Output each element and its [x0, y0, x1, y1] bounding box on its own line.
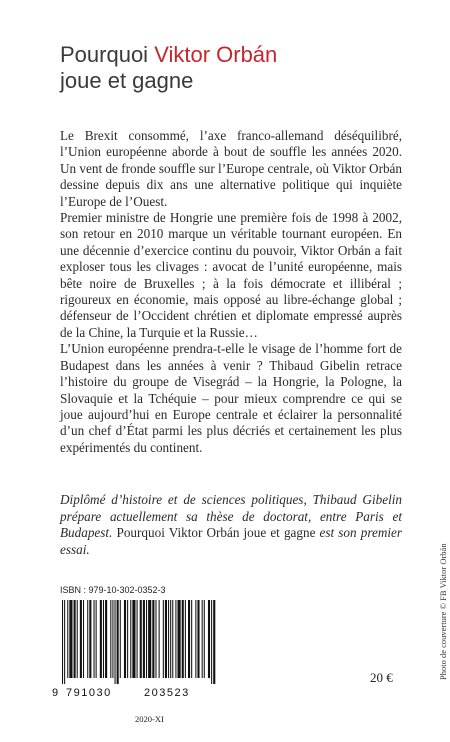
book-title — [60, 42, 277, 94]
barcode-bar — [168, 600, 169, 678]
barcode-bar — [197, 600, 199, 678]
barcode-bar — [62, 600, 63, 684]
bio-book-title: Pourquoi Viktor Orbán joue et gagne — [112, 525, 320, 541]
barcode-bar — [159, 600, 160, 678]
isbn-label: ISBN : 979-10-302-0352-3 — [60, 585, 166, 595]
barcode-bar — [178, 600, 181, 678]
barcode-bar — [77, 600, 78, 678]
barcode-bar — [112, 600, 113, 678]
barcode-bar — [182, 600, 184, 678]
barcode-bar — [100, 600, 102, 678]
barcode-bar — [127, 600, 128, 678]
barcode-bar — [103, 600, 104, 678]
barcode-digits-left: 791030 — [66, 687, 112, 699]
barcode-bar — [132, 600, 135, 678]
barcode-bar — [185, 600, 186, 678]
bio-italic-2: est son premier essai. — [60, 525, 402, 557]
title-name: Viktor Orbán — [154, 42, 278, 67]
barcode-bar — [64, 600, 65, 684]
barcode-bar — [146, 600, 147, 678]
blurb-paragraph: Premier ministre de Hongrie une première fois de 1998 à 2002, son retour en 2010 marque un véritable tournant européen. En une décennie d’exercice continu du pouvoir, Viktor Orbán a fait exploser tous les clivages : avocat de l’unité européenne, mais bête noire de Bruxelles ; à la fois démocrate et illibéral ; rigoureux en économie, mais opposé au libre-échange global ; défenseur de l’Occident chrétien et diplomate empressé auprès de la Chine, la Turquie et la Russie… — [60, 210, 402, 340]
barcode-digits — [52, 687, 222, 699]
barcode-bar — [87, 600, 88, 678]
barcode-bar — [175, 600, 176, 678]
barcode-bar — [170, 600, 171, 678]
title-line-1 — [60, 42, 277, 68]
barcode-bar — [69, 600, 72, 678]
price: 20 € — [370, 670, 393, 685]
barcode-bars — [60, 600, 218, 684]
blurb-paragraph: Le Brexit consommé, l’axe franco-allemand déséquilibré, l’Union européenne aborde à bout de souffle les années 2020. Un vent de fronde souffle sur l’Europe centrale, où Viktor Orbán dessine depuis dix ans une alternative politique qui inquiète l’Europe de l’Ouest. — [60, 128, 402, 209]
barcode-digits-right: 203523 — [144, 687, 190, 699]
barcode-bar — [115, 600, 116, 684]
barcode-bar — [130, 600, 131, 678]
barcode-bar — [148, 600, 151, 678]
barcode-bar — [188, 600, 190, 678]
barcode-bar — [208, 600, 210, 678]
barcode-bar — [165, 600, 167, 678]
blurb — [60, 128, 402, 456]
barcode-bar — [163, 600, 164, 678]
barcode-bar — [191, 600, 192, 678]
bio-italic-1: Diplômé d’histoire et de sciences politiques, Thibaud Gibelin prépare actuellement sa thèse de doctorat, entre Paris et Budapest. — [60, 492, 402, 541]
author-bio — [60, 492, 402, 558]
barcode-bar — [140, 600, 142, 678]
title-line-2: joue et gagne — [60, 68, 194, 93]
barcode-bar — [80, 600, 82, 678]
barcode-bar — [117, 600, 119, 684]
barcode-bar — [96, 600, 97, 678]
barcode-bar — [152, 600, 154, 678]
barcode-bar — [110, 600, 111, 678]
barcode-bar — [155, 600, 156, 678]
barcode-bar — [213, 600, 215, 684]
title-prefix: Pourquoi — [60, 42, 155, 67]
blurb-paragraph: L’Union européenne prendra-t-elle le visage de l’homme fort de Budapest dans les années à venir ? Thibaud Gibelin retrace l’histoire du groupe de Visegrád – la Hongrie, la Pologne, la Slovaquie et la Tchéquie – pour mieux comprendre ce qui se joue aujourd’hui en Europe centrale et éclairer la personnalité d’un chef d’État parmi les plus décriés et certainement les plus expérimentés du continent. — [60, 341, 402, 455]
photo-credit: Photo de couverture © FB Viktor Orbán — [438, 543, 448, 680]
barcode-bar — [74, 600, 76, 678]
barcode-digit-first: 9 — [52, 687, 59, 699]
barcode-bar — [94, 600, 95, 678]
barcode-bar — [137, 600, 138, 678]
barcode-bar — [202, 600, 203, 678]
edition-code: 2020-XI — [135, 714, 164, 724]
barcode-image — [60, 600, 218, 684]
barcode-bar — [67, 600, 68, 678]
barcode-bar — [172, 600, 173, 678]
barcode-bar — [211, 600, 212, 684]
barcode-bar — [143, 600, 145, 678]
barcode-bar — [105, 600, 107, 678]
barcode-bar — [89, 600, 91, 678]
barcode-bar — [120, 600, 121, 678]
barcode-bar — [83, 600, 84, 678]
barcode-bar — [204, 600, 205, 678]
barcode-bar — [124, 600, 126, 678]
barcode-bar — [195, 600, 196, 678]
